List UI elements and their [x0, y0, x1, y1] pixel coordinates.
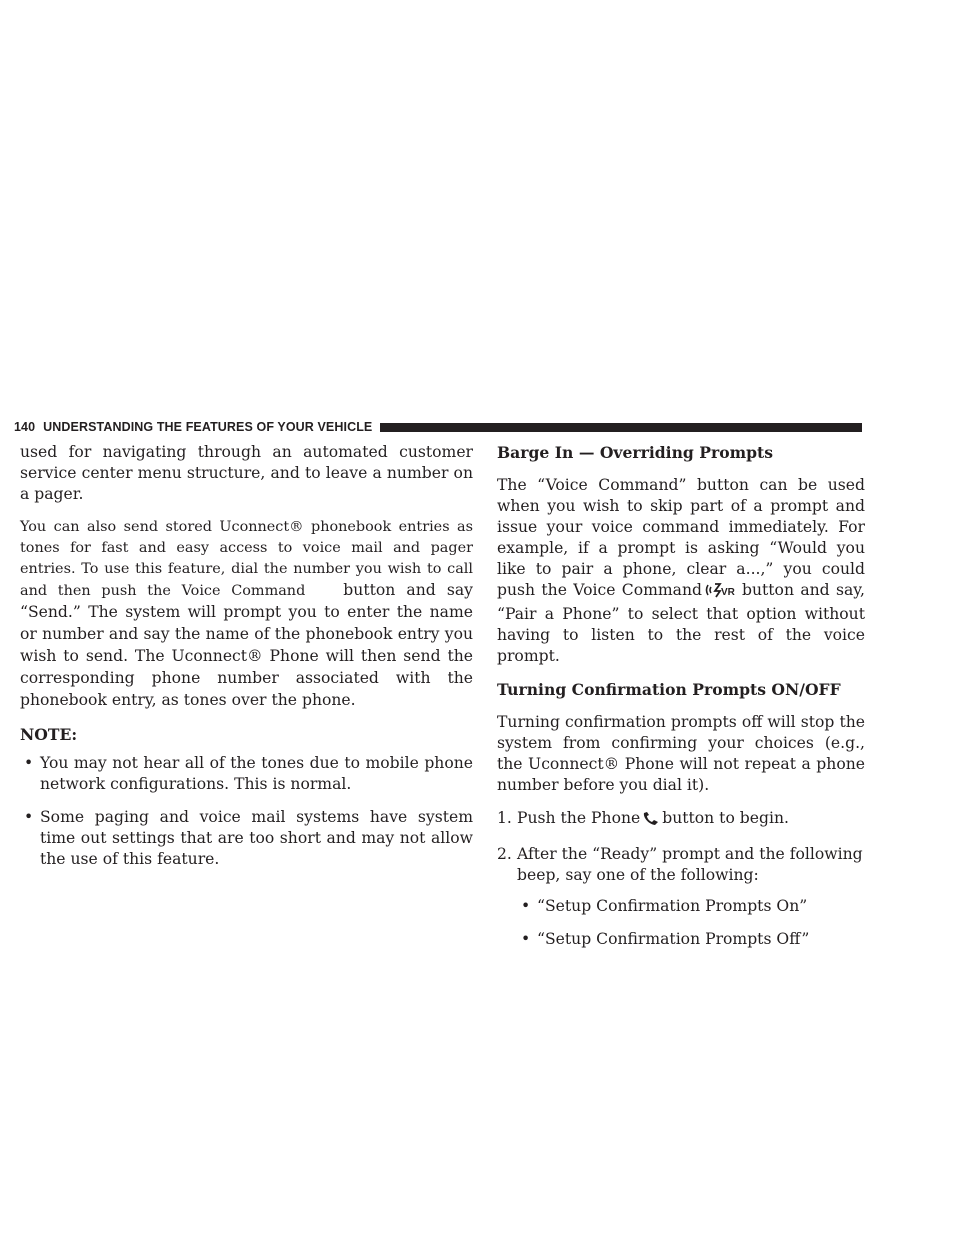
- bullet: •: [521, 897, 531, 915]
- header-rule: [380, 423, 862, 432]
- section-heading: Turning Confirmation Prompts ON/OFF: [497, 680, 841, 699]
- list-item-text: button to begin.: [662, 809, 789, 827]
- list-item: [517, 896, 865, 917]
- list-item: [20, 807, 473, 870]
- page-header: [14, 418, 862, 436]
- section-title: UNDERSTANDING THE FEATURES OF YOUR VEHICLE: [43, 420, 373, 434]
- paragraph-text: button and say “Send.” The system will prompt you to enter the name or number and say the name of the phonebook entry you wish to send. The Uconnect® Phone will then send the corresponding phone number associated with the phonebook entry, as tones over the phone.: [20, 581, 473, 709]
- list-item: [497, 844, 865, 950]
- section-heading: Barge In — Overriding Prompts: [497, 443, 773, 462]
- paragraph-text: button and say, “Pair a Phone” to select that option without having to listen to the rest of the voice prompt.: [497, 581, 865, 665]
- phone-icon: [642, 811, 660, 832]
- options-list: [517, 896, 865, 950]
- svg-text:VR: VR: [721, 587, 735, 598]
- page-number: 140: [14, 420, 36, 434]
- step-number: 1.: [497, 809, 512, 827]
- paragraph-text: You can also send stored Uconnect® phonebook entries as tones for fast and easy access to voice mail and pager entries. To use this feature, dial the number you wish to call and then push the Voice Command: [20, 519, 473, 599]
- list-item: [20, 753, 473, 795]
- list-item: [517, 929, 865, 950]
- list-item-text: “Setup Confirmation Prompts On”: [537, 897, 808, 915]
- list-item-text: “Setup Confirmation Prompts Off”: [537, 930, 810, 948]
- note-label: NOTE:: [20, 725, 78, 744]
- paragraph: [497, 475, 865, 667]
- list-item-text: Push the Phone: [517, 809, 641, 827]
- right-column: [497, 442, 865, 962]
- list-item-text: You may not hear all of the tones due to mobile phone network configurations. This is normal.: [40, 754, 473, 793]
- paragraph: Turning confirmation prompts off will stop the system from confirming your choices (e.g., the Uconnect® Phone will not repeat a phone number before you dial it).: [497, 713, 865, 794]
- list-item-text: Some paging and voice mail systems have system time out settings that are too short and may not allow the use of this feature.: [40, 808, 473, 868]
- paragraph: used for navigating through an automated customer service center menu structure, and to leave a number on a pager.: [20, 443, 473, 503]
- bullet: •: [521, 930, 531, 948]
- list-item: [497, 808, 865, 832]
- bullet: •: [24, 754, 34, 772]
- step-number: 2.: [497, 845, 512, 863]
- left-column: [20, 442, 473, 882]
- note-list: [20, 753, 473, 870]
- steps-list: [497, 808, 865, 950]
- paragraph-text: The “Voice Command” button can be used when you wish to skip part of a prompt and issue your voice command immediately. For example, if a prompt is asking “Would you like to pair a phone, clear a...,” you could push the Voice Command: [497, 476, 865, 599]
- list-item-text: After the “Ready” prompt and the following beep, say one of the following:: [517, 845, 863, 884]
- paragraph: [20, 517, 473, 712]
- voice-command-icon: [704, 582, 740, 604]
- bullet: •: [24, 808, 34, 826]
